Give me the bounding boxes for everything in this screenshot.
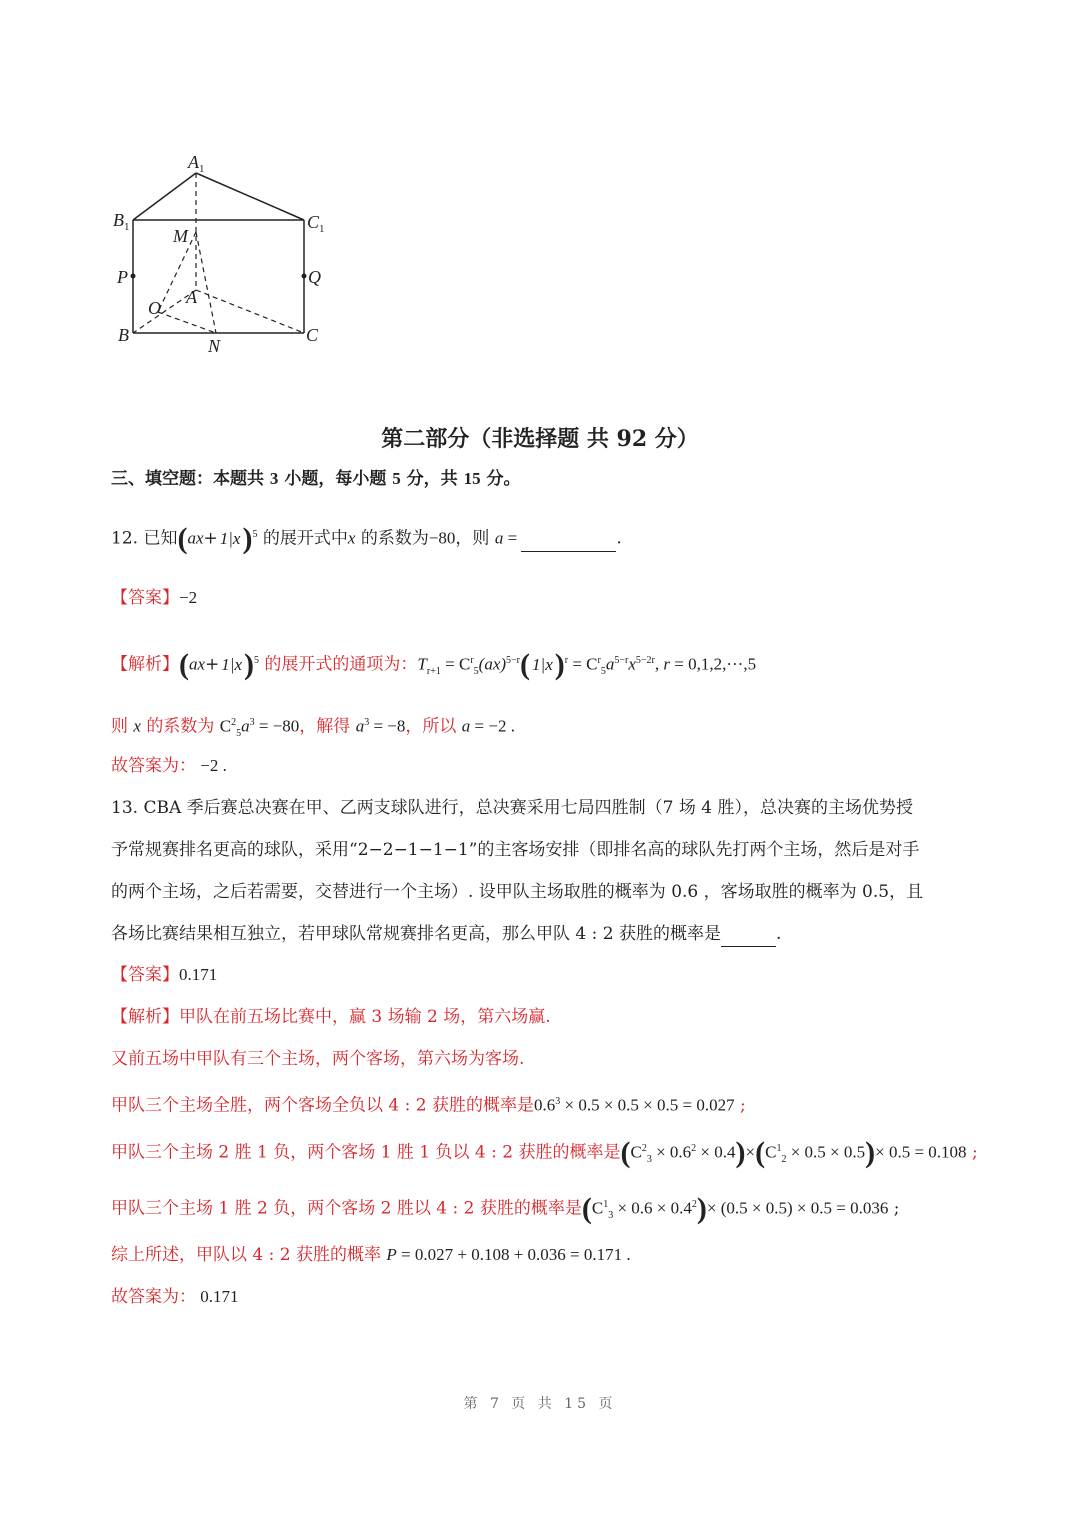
text-segment: 各场比赛结果相互独立，若甲球队常规赛排名更高，那么甲队 4 : 2 获胜的概率是: [111, 924, 721, 944]
text-segment: 13. CBA 季后赛总决赛在甲、乙两支球队进行，总决赛采用七局四胜制（7 场 4 胜），总决赛的主场优势授: [111, 798, 913, 818]
text-segment: C: [219, 716, 232, 736]
text-segment: (ax): [478, 654, 507, 674]
fraction: 1|x: [219, 529, 241, 549]
text-segment: ): [735, 1136, 746, 1170]
text-segment: 故答案为：: [111, 1287, 196, 1307]
text-segment: C: [630, 1142, 642, 1162]
text-segment: 5: [252, 529, 258, 540]
text-segment: × 0.4: [696, 1142, 736, 1162]
text-segment: r: [470, 655, 474, 666]
text-segment: (: [179, 648, 189, 682]
text-segment: x: [347, 528, 356, 548]
text-segment: ax: [187, 528, 204, 548]
text-line: [111, 1193, 899, 1228]
text-segment: (: [620, 1136, 631, 1170]
label-c: C: [306, 325, 319, 345]
text-segment: 的展开式的通项为：: [259, 654, 418, 675]
text-segment: 2: [691, 1143, 697, 1154]
text-segment: 3: [249, 717, 255, 728]
text-segment: 5−r: [614, 655, 629, 666]
text-segment: ax: [189, 654, 206, 674]
text-segment: 分，共: [400, 469, 464, 489]
text-segment: T: [417, 654, 427, 674]
text-segment: P: [386, 1245, 397, 1264]
text-segment: × 0.6: [651, 1142, 692, 1162]
text-segment: 三、填空题：本题共: [111, 469, 270, 489]
text-segment: r: [564, 655, 569, 666]
label-a1: $A_1$: [188, 152, 205, 175]
text-line: [111, 1285, 239, 1309]
text-segment: (: [520, 648, 531, 682]
text-segment: 予常规赛排名更高的球队，采用“2−2−1−1−1”的主客场安排（即排名高的球队先打两个主场，然后是对手: [111, 840, 920, 860]
text-line: [111, 711, 515, 746]
text-segment: −2 .: [196, 756, 227, 775]
text-segment: x: [628, 654, 636, 674]
text-segment: 则: [111, 716, 134, 737]
text-line: [111, 586, 197, 610]
label-m: M: [173, 226, 188, 246]
text-segment: 0.171: [196, 1287, 239, 1306]
text-segment: r: [597, 655, 601, 666]
text-segment: +: [205, 654, 220, 675]
text-segment: x: [133, 716, 141, 736]
label-b1: $B_1$: [113, 210, 130, 233]
text-segment: a: [241, 716, 250, 736]
text-segment: 5: [473, 666, 479, 678]
text-segment: 1: [603, 1199, 609, 1210]
text-segment: ;: [888, 1198, 900, 1219]
label-q: Q: [308, 267, 321, 287]
text-line: [111, 1137, 978, 1172]
text-segment: ×: [745, 1142, 756, 1162]
text-segment: × 0.5 × 0.5 × 0.5 = 0.027: [560, 1095, 735, 1115]
text-segment: ;: [966, 1142, 978, 1163]
text-segment: ，则: [455, 528, 495, 549]
text-segment: 12. 已知: [111, 528, 178, 549]
text-segment: ): [696, 1192, 707, 1226]
text-segment: 0.6: [533, 1095, 556, 1115]
text-segment: ，解得: [299, 716, 356, 737]
text-segment: a: [355, 716, 365, 736]
text-line: [111, 649, 756, 684]
text-segment: ): [865, 1136, 876, 1170]
text-segment: 2: [691, 1199, 697, 1210]
text-segment: 3: [555, 1096, 561, 1107]
fraction: 1|x: [221, 655, 243, 675]
text-segment: = −2 .: [470, 716, 515, 736]
text-segment: 又前五场中甲队有三个主场，两个客场，第六场为客场.: [111, 1049, 525, 1069]
text-segment: a: [461, 716, 471, 736]
text-segment: 5−2r: [635, 655, 655, 666]
answer-blank: [721, 922, 776, 947]
text-segment: 1: [776, 1143, 782, 1154]
text-segment: × 0.6 × 0.4: [613, 1198, 692, 1218]
text-segment: =: [503, 528, 522, 548]
text-segment: = 0.027 + 0.108 + 0.036 = 0.171 .: [396, 1245, 631, 1264]
text-segment: 3: [608, 1210, 614, 1222]
text-segment: .: [775, 924, 782, 944]
text-segment: 0.171: [179, 965, 218, 984]
text-segment: (: [177, 522, 188, 556]
text-segment: ): [242, 522, 253, 556]
text-line: [111, 467, 521, 491]
text-segment: = −8: [369, 716, 406, 736]
text-segment: ;: [734, 1095, 746, 1116]
text-segment: 5: [236, 728, 242, 740]
text-segment: a: [605, 654, 615, 674]
text-line: [111, 754, 227, 778]
text-segment: 小题，每小题: [278, 469, 393, 489]
text-segment: 甲队三个主场全胜，两个客场全负以 4 : 2 获胜的概率是: [111, 1095, 534, 1116]
prism-figure: [0, 0, 360, 380]
text-line: [111, 963, 217, 987]
text-segment: 2: [231, 717, 237, 728]
text-segment: = C: [568, 654, 598, 674]
text-segment: 综上所述，甲队以 4 : 2 获胜的概率: [111, 1245, 387, 1265]
text-line: [111, 796, 913, 820]
text-segment: 【答案】: [111, 965, 179, 985]
text-segment: 【解析】: [111, 654, 179, 675]
label-c1: $C_1$: [307, 212, 325, 235]
answer-blank: [521, 527, 616, 552]
text-segment: 5: [254, 655, 260, 666]
text-segment: ): [554, 648, 565, 682]
page-footer: 第 7 页 共 15 页: [463, 1396, 617, 1412]
label-b: B: [118, 325, 129, 345]
text-segment: 2: [641, 1143, 647, 1154]
label-p: P: [117, 267, 128, 287]
text-line: [111, 880, 923, 904]
text-segment: 5−r: [506, 655, 521, 666]
text-segment: −80: [428, 528, 456, 548]
text-segment: 【解析】甲队在前五场比赛中，赢 3 场输 2 场，第六场赢.: [111, 1007, 551, 1027]
fraction: 1|x: [532, 655, 553, 675]
text-segment: × 0.5 = 0.108: [875, 1142, 967, 1162]
text-segment: (: [581, 1192, 592, 1226]
text-segment: .: [616, 528, 622, 549]
text-line: [111, 522, 622, 556]
text-segment: 5: [600, 666, 606, 678]
text-segment: 甲队三个主场 2 胜 1 负，两个客场 1 胜 1 负以 4 : 2 获胜的概率是: [111, 1142, 621, 1163]
text-segment: (: [755, 1136, 766, 1170]
text-segment: 的两个主场，之后若需要，交替进行一个主场）. 设甲队主场取胜的概率为 0.6 ，客场取胜的概率为 0.5，且: [111, 882, 924, 902]
text-segment: 3: [364, 717, 370, 728]
text-segment: 3: [646, 1154, 652, 1166]
text-segment: 的展开式中: [257, 528, 348, 549]
text-segment: r: [663, 654, 670, 674]
text-segment: × 0.5 × 0.5: [786, 1142, 866, 1162]
text-segment: 5: [392, 469, 401, 488]
text-segment: = 0,1,2,···,5: [670, 654, 757, 674]
text-segment: × (0.5 × 0.5) × 0.5 = 0.036: [706, 1198, 889, 1218]
text-segment: 【答案】: [111, 588, 179, 608]
text-segment: 分。: [480, 469, 521, 489]
text-segment: +: [203, 528, 218, 549]
text-segment: −2: [179, 588, 198, 607]
text-segment: = −80: [254, 716, 300, 736]
label-n: N: [208, 336, 221, 356]
text-segment: 的系数为: [140, 716, 220, 737]
text-segment: r+1: [426, 666, 441, 678]
text-line: [111, 1005, 551, 1029]
text-segment: 故答案为：: [111, 756, 196, 776]
text-line: [111, 1047, 524, 1071]
text-segment: 3: [269, 469, 279, 488]
text-segment: ): [244, 648, 255, 682]
text-line: [111, 838, 919, 862]
text-segment: 甲队三个主场 1 胜 2 负，两个客场 2 胜以 4 : 2 获胜的概率是: [111, 1198, 582, 1219]
text-segment: a: [494, 528, 504, 548]
text-line: [111, 1090, 746, 1118]
text-segment: = C: [440, 654, 471, 674]
text-segment: C: [765, 1142, 777, 1162]
text-segment: C: [591, 1198, 604, 1218]
text-segment: ，所以: [405, 716, 462, 737]
label-o: O: [148, 298, 161, 318]
text-line: [111, 922, 781, 947]
section-title: 第二部分（非选择题 共 92 分）: [381, 426, 699, 452]
text-segment: 2: [781, 1154, 787, 1166]
text-segment: 的系数为: [355, 528, 429, 549]
text-segment: ,: [654, 654, 664, 674]
text-segment: 15: [463, 469, 481, 488]
label-a: A: [186, 287, 197, 307]
text-line: [111, 1243, 631, 1267]
